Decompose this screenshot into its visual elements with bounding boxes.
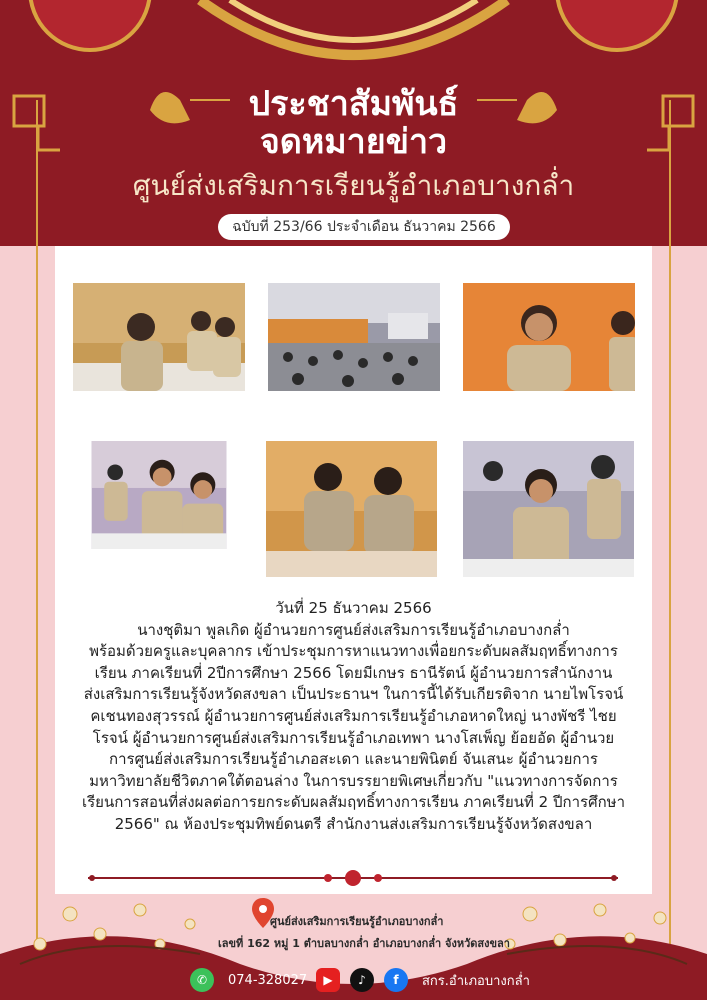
body-line: คเชนทองสุวรรณ์ ผู้อำนวยการศูนย์ส่งเสริมการเรียนรู้อำเภอหาดใหญ่ นางพัชรี ไชย xyxy=(90,706,617,725)
frame-left xyxy=(36,100,38,980)
photo-speaker xyxy=(73,283,245,391)
body-line: พร้อมด้วยครูและบุคลากร เข้าประชุมการหาแนวทางเพื่อยกระดับผลสัมฤทธิ์ทางการ xyxy=(89,642,618,661)
photo-official-portrait xyxy=(463,283,635,391)
photo-meeting-hall xyxy=(268,283,440,391)
body-line: โรจน์ ผู้อำนวยการศูนย์ส่งเสริมการเรียนรู้อำเภอเทพา นางโสเพ็ญ ย้อยอัด ผู้อำนวย xyxy=(92,728,615,747)
facebook-icon: f xyxy=(384,968,408,992)
body-line: ส่งเสริมการเรียนรู้จังหวัดสงขลา เป็นประธานฯ ในการนี้ได้รับเกียรติจาก นายไพโรจน์ xyxy=(83,685,624,704)
body-line: การศูนย์ส่งเสริมการเรียนรู้อำเภอสะเดา และนายพินิตย์ จันเสนะ ผู้อำนวยการ xyxy=(109,750,598,769)
body-line: มหาวิทยาลัยชีวิตภาคใต้ตอนล่าง ในการบรรยายพิเศษเกี่ยวกับ "แนวทางการจัดการ xyxy=(89,771,618,790)
article-body xyxy=(66,598,641,836)
address-line1: ศูนย์ส่งเสริมการเรียนรู้อำเภอบางกล่ำ xyxy=(270,915,444,928)
ornamental-divider xyxy=(88,868,618,888)
youtube-link[interactable] xyxy=(316,968,340,992)
tiktok-link[interactable] xyxy=(350,968,374,992)
photo-two-officials-talking xyxy=(266,441,437,577)
body-line: นางชุติมา พูลเกิด ผู้อำนวยการศูนย์ส่งเสริมการเรียนรู้อำเภอบางกล่ำ xyxy=(137,620,570,639)
facebook-link[interactable] xyxy=(384,968,530,992)
youtube-icon: ▶ xyxy=(316,968,340,992)
phone-icon: ✆ xyxy=(190,968,214,992)
body-line: 2566" ณ ห้องประชุมทิพย์ดนตรี สำนักงานส่งเสริมการเรียนรู้จังหวัดสงขลา xyxy=(114,814,593,833)
body-line: วันที่ 25 ธันวาคม 2566 xyxy=(275,599,432,617)
facebook-name: สกร.อำเภอบางกล่ำ xyxy=(422,973,530,989)
photo-seated-official xyxy=(463,441,634,577)
issue-badge: ฉบับที่ 253/66 ประจำเดือน ธันวาคม 2566 xyxy=(218,214,510,240)
frame-right xyxy=(669,100,671,980)
body-line: เรียน ภาคเรียนที่ 2ปีการศึกษา 2566 โดยมีเกษร ธานีรัตน์ ผู้อำนวยการสำนักงาน xyxy=(94,663,613,682)
photo-smiling-officials xyxy=(73,441,245,549)
body-line: เรียนการสอนที่ส่งผลต่อการยกระดับผลสัมฤทธิ์ทางการเรียน ภาคเรียนที่ 2 ปีการศึกษา xyxy=(82,793,625,812)
title-line2: จดหมายข่าว xyxy=(259,122,448,162)
title-line3: ศูนย์ส่งเสริมการเรียนรู้อำเภอบางกล่ำ xyxy=(132,169,575,202)
address-line2: เลขที่ 162 หมู่ 1 ตำบลบางกล่ำ อำเภอบางกล่ำ จังหวัดสงขลา xyxy=(218,937,510,950)
phone-contact[interactable] xyxy=(190,968,307,992)
tiktok-icon: ♪ xyxy=(350,968,374,992)
phone-number: 074-328027 xyxy=(228,972,308,988)
title-line1: ประชาสัมพันธ์ xyxy=(248,84,459,124)
